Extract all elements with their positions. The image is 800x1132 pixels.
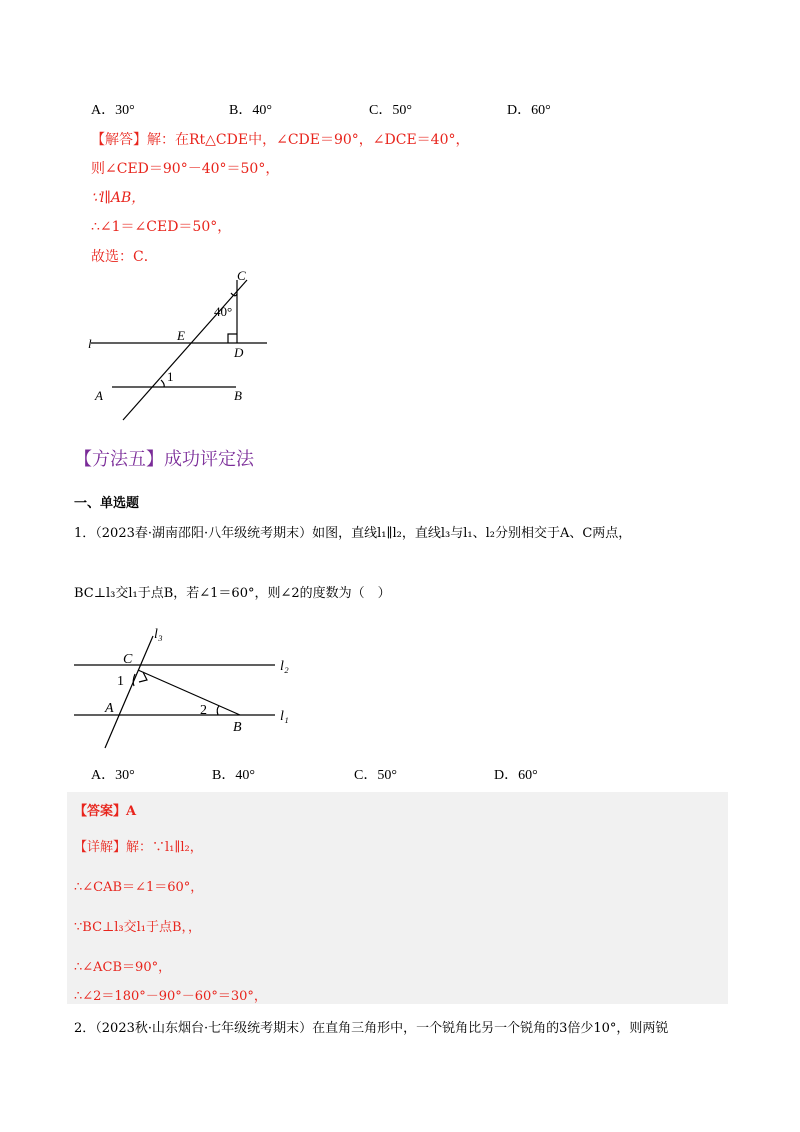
section-title: 【方法五】成功评定法	[74, 449, 254, 470]
q1-option-a: A．30°	[91, 768, 135, 783]
q1-option-d: D．60°	[494, 768, 538, 783]
label-l: l	[88, 336, 92, 351]
option-d: D．60°	[507, 103, 551, 118]
solution-line-3: ∵l∥AB，	[91, 190, 146, 206]
detail-line-2: ∴∠CAB＝∠1＝60°，	[74, 880, 204, 895]
solution-line-4: ∴∠1＝∠CED＝50°，	[91, 219, 232, 235]
option-c: C．50°	[369, 103, 412, 118]
subsection-title: 一、单选题	[74, 496, 140, 511]
angle-2-arc	[217, 706, 219, 715]
label-c: C	[123, 652, 133, 667]
q1-option-c: C．50°	[354, 768, 397, 783]
answer-line: 【答案】A	[74, 804, 137, 819]
label-2: 2	[200, 703, 207, 718]
label-a: A	[105, 701, 114, 716]
label-b: B	[233, 720, 242, 735]
solution-line-1: 【解答】解：在Rt△CDE中，∠CDE＝90°，∠DCE＝40°，	[91, 132, 470, 148]
label-e: E	[177, 328, 185, 343]
label-40: 40°	[214, 304, 233, 319]
label-1: 1	[167, 369, 174, 384]
label-l1: l₁	[280, 709, 289, 724]
right-angle-mark-d	[228, 334, 237, 343]
parallel-lines-figure-1	[85, 268, 285, 428]
detail-line-1: 【详解】解：∵l₁∥l₂，	[74, 840, 203, 855]
solution-line-2: 则∠CED＝90°－40°＝50°，	[91, 161, 280, 177]
transversal-ce	[123, 280, 247, 420]
label-d: D	[234, 345, 244, 360]
question-1-line-1: 1．（2023春·湖南邵阳·八年级统考期末）如图，直线l₁∥l₂，直线l₃与l₁、l₂分别相交于A、C两点，	[74, 526, 632, 541]
parallel-lines-figure-2	[70, 628, 300, 753]
option-a: A．30°	[91, 103, 135, 118]
q1-option-b: B．40°	[212, 768, 255, 783]
segment-cb	[138, 670, 240, 715]
question-2-line-1: 2．（2023秋·山东烟台·七年级统考期末）在直角三角形中，一个锐角比另一个锐角的3倍少10°，则两锐	[74, 1021, 669, 1036]
label-l3: l₃	[154, 628, 163, 642]
detail-line-4: ∴∠ACB＝90°，	[74, 960, 172, 975]
detail-line-3: ∵BC⊥l₃交l₁于点B，，	[74, 920, 202, 935]
question-1-line-2: BC⊥l₃交l₁于点B，若∠1＝60°，则∠2的度数为（ ）	[74, 586, 391, 601]
detail-line-5: ∴∠2＝180°－90°－60°＝30°，	[74, 989, 267, 1004]
label-a: A	[95, 388, 103, 403]
label-c: C	[237, 268, 246, 283]
option-b: B．40°	[229, 103, 272, 118]
angle-1-arc	[161, 380, 164, 387]
label-1: 1	[117, 674, 124, 689]
label-l2: l₂	[280, 659, 289, 674]
solution-line-5: 故选：C．	[91, 249, 158, 265]
label-b: B	[234, 388, 242, 403]
